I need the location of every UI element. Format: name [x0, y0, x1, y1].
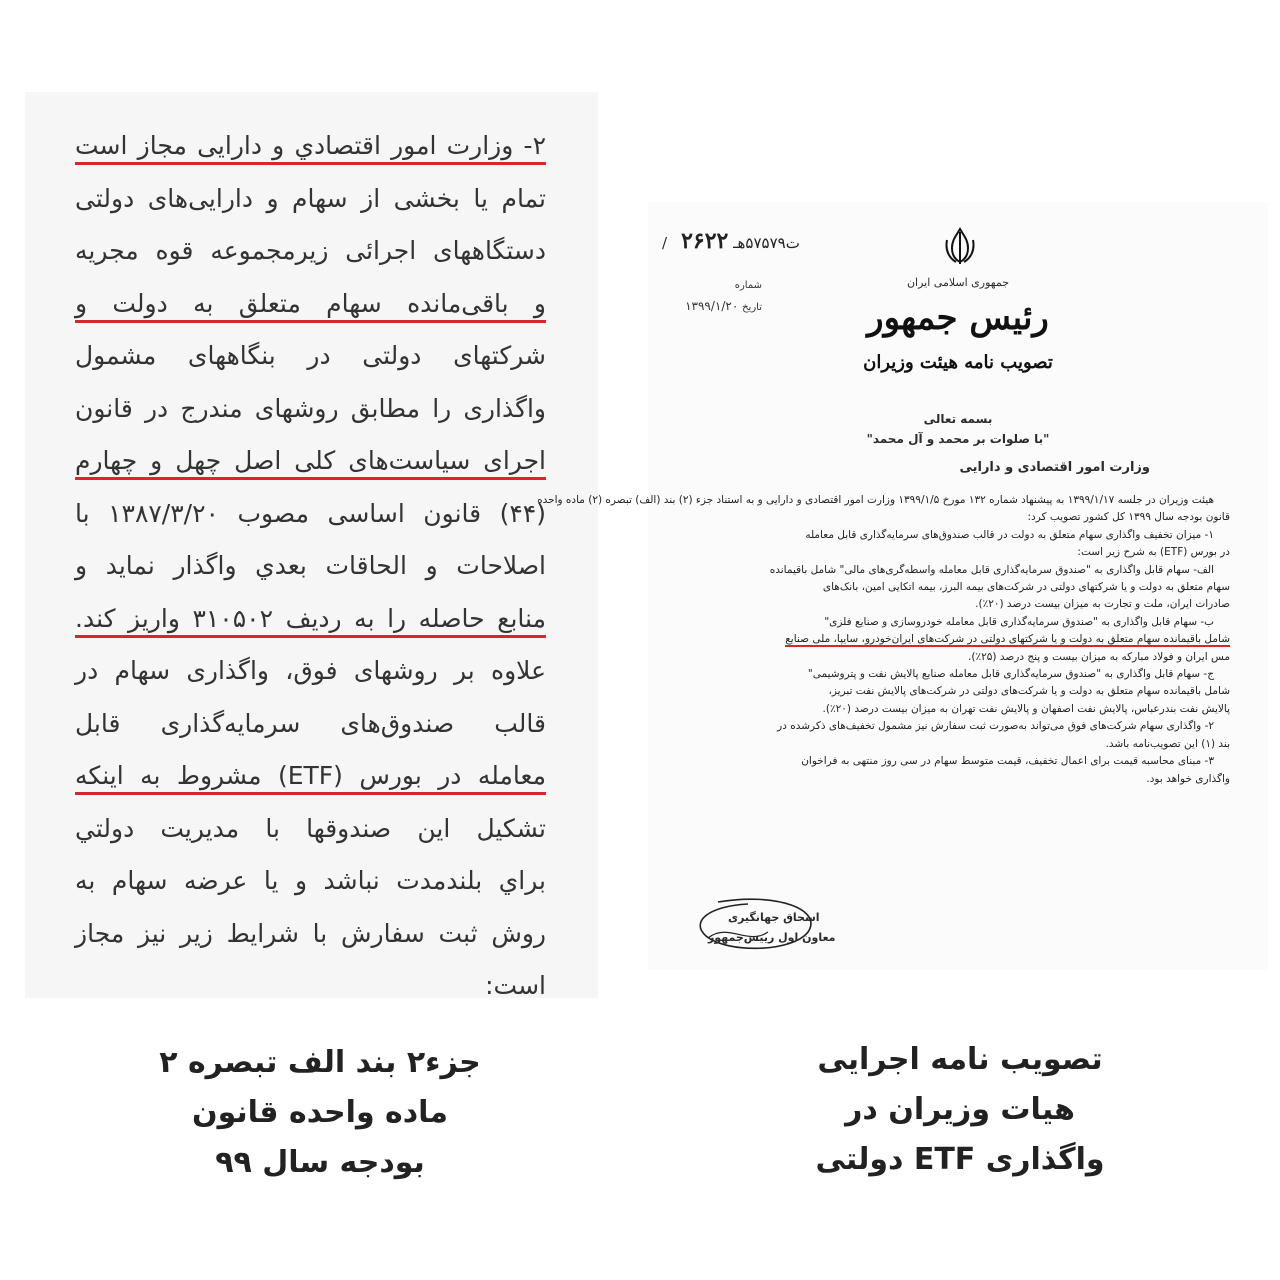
- decree-title: تصویب نامه هیئت وزیران: [863, 352, 1053, 373]
- body-line: پالایش نفت بندرعباس، پالایش نفت اصفهان و پالایش نفت تهران به میزان بیست درصد (۲۰٪).: [822, 702, 1230, 715]
- salawat: "با صلوات بر محمد و آل محمد": [866, 432, 1050, 446]
- caption-left: [80, 1038, 560, 1188]
- caption-line: هیات وزیران در: [845, 1092, 1075, 1127]
- text-line: واگذاری را مطابق روشهای مندرج در قانون: [75, 393, 546, 423]
- text-line: دستگاههای اجرائی زیرمجموعه قوه مجریه: [75, 236, 546, 265]
- caption-line: بودجه سال ۹۹: [215, 1145, 425, 1180]
- invocation: بسمه تعالی: [923, 412, 993, 426]
- text-line: براي بلندمدت نباشد و یا عرضه سهام به: [75, 866, 546, 895]
- text-line: (۴۴) قانون اساسی مصوب ۱۳۸۷/۳/۲۰ با: [75, 498, 546, 528]
- text-line: و باقی‌مانده سهام متعلق به دولت و: [75, 278, 546, 331]
- text-line: علاوه بر روشهای فوق، واگذاری سهام در: [75, 656, 546, 685]
- body-line: در بورس (ETF) به شرح زیر است:: [1077, 546, 1230, 559]
- body-line: هیئت وزیران در جلسه ۱۳۹۹/۱/۱۷ به پیشنهاد شماره ۱۳۲ مورخ ۱۳۹۹/۱/۵ وزارت امور اقتصادی و دارایی و به استناد جزء (۲) بند (الف) تبصره (۲) ماده واحده: [537, 494, 1214, 506]
- decree-body: [537, 492, 1230, 788]
- emblem-icon: [943, 226, 977, 266]
- text-line: معامله در بورس (ETF) مشروط به اینکه: [75, 750, 546, 803]
- body-line: ۲- واگذاری سهام شرکت‌های فوق می‌تواند به‌صورت ثبت سفارش نیز مشمول تخفیف‌های ذکرشده در: [777, 720, 1214, 733]
- body-line: قانون بودجه سال ۱۳۹۹ کل کشور تصویب کرد:: [1027, 511, 1230, 524]
- text-line: قالب صندوق‌های سرمایه‌گذاری قابل: [75, 708, 546, 738]
- caption-line: واگذاری ETF دولتی: [815, 1142, 1105, 1177]
- signer-role: معاون اول رییس‌جمهور: [708, 931, 836, 944]
- text-line: است:: [485, 971, 546, 1000]
- text-line: اصلاحات و الحاقات بعدي واگذار نماید و: [75, 551, 546, 580]
- signer-name: اسحاق جهانگیری: [728, 911, 820, 924]
- body-line: بند (۱) این تصویب‌نامه باشد.: [1105, 737, 1230, 750]
- document-meta: شماره تاریخ ۱۳۹۹/۱/۲۰: [685, 280, 762, 313]
- caption-line: ماده واحده قانون: [191, 1095, 448, 1130]
- body-line: ج- سهام قابل واگذاری به "صندوق سرمایه‌گذاری قابل معامله صنایع پالایش نفت و پتروشیمی": [807, 668, 1214, 681]
- text-line: ۲- وزارت امور اقتصادي و دارایی مجاز است: [75, 120, 546, 173]
- text-line: منابع حاصله را به ردیف ۳۱۰۵۰۲ واریز کند.: [75, 593, 546, 646]
- republic-heading: جمهوری اسلامی ایران: [906, 276, 1010, 289]
- body-line: ۱- میزان تخفیف واگذاری سهام متعلق به دولت در قالب صندوق‌های سرمایه‌گذاری قابل معامله: [805, 528, 1214, 541]
- text-line: تمام یا بخشی از سهام و دارایی‌های دولتی: [75, 183, 546, 213]
- president-heading: رئیس جمهور: [867, 298, 1049, 338]
- text-line: اجرای سیاست‌های کلی اصل چهل و چهارم: [75, 435, 546, 488]
- caption-line: تصویب نامه اجرایی: [817, 1042, 1103, 1077]
- ministry-heading: وزارت امور اقتصادی و دارایی: [959, 460, 1150, 475]
- budget-law-excerpt: [25, 92, 598, 998]
- body-line: واگذاری خواهد بود.: [1146, 772, 1230, 785]
- body-line: ۳- مبنای محاسبه قیمت برای اعمال تخفیف، قیمت متوسط سهام در سی روز منتهی به فراخوان: [801, 755, 1214, 768]
- caption-right: [720, 1035, 1200, 1185]
- text-line: شرکتهای دولتی در بنگاههای مشمول: [75, 341, 546, 370]
- caption-line: جزء۲ بند الف تبصره ۲: [159, 1045, 481, 1080]
- cabinet-decree-document: [537, 202, 1268, 970]
- text-line: روش ثبت سفارش با شرایط زیر نیز مجاز: [75, 918, 546, 948]
- body-line: ب- سهام قابل واگذاری به "صندوق سرمایه‌گذاری قابل معامله خودروسازی و صنایع فلزی": [824, 615, 1214, 628]
- body-line: مس ایران و فولاد مبارکه به میزان بیست و پنج درصد (۲۵٪).: [968, 650, 1230, 663]
- body-line: سهام متعلق به دولت و یا شرکتهای دولتی در شرکت‌های بیمه البرز، بیمه اتکایی امین، بانک‌های: [822, 581, 1230, 594]
- body-line: الف- سهام قابل واگذاری به "صندوق سرمایه‌گذاری قابل معامله واسطه‌گری‌های مالی" شامل باقیمانده: [769, 563, 1214, 576]
- document-number: /ت۵۷۵۷۹هـ ۲۶۲۲: [662, 228, 800, 254]
- body-line: صادرات ایران، ملت و تجارت به میزان بیست درصد (۲۰٪).: [975, 598, 1230, 611]
- body-line: شامل باقیمانده سهام متعلق به دولت و یا شرکت‌های دولتی در شرکت‌های پالایش نفت تبریز،: [828, 685, 1230, 698]
- body-line: شامل باقیمانده سهام متعلق به دولت و یا شرکتهای دولتی در شرکت‌های ایران‌خودرو، سایپا، ملی صنایع: [785, 633, 1230, 646]
- text-line: تشکیل این صندوقها با مدیریت دولتي: [75, 813, 546, 843]
